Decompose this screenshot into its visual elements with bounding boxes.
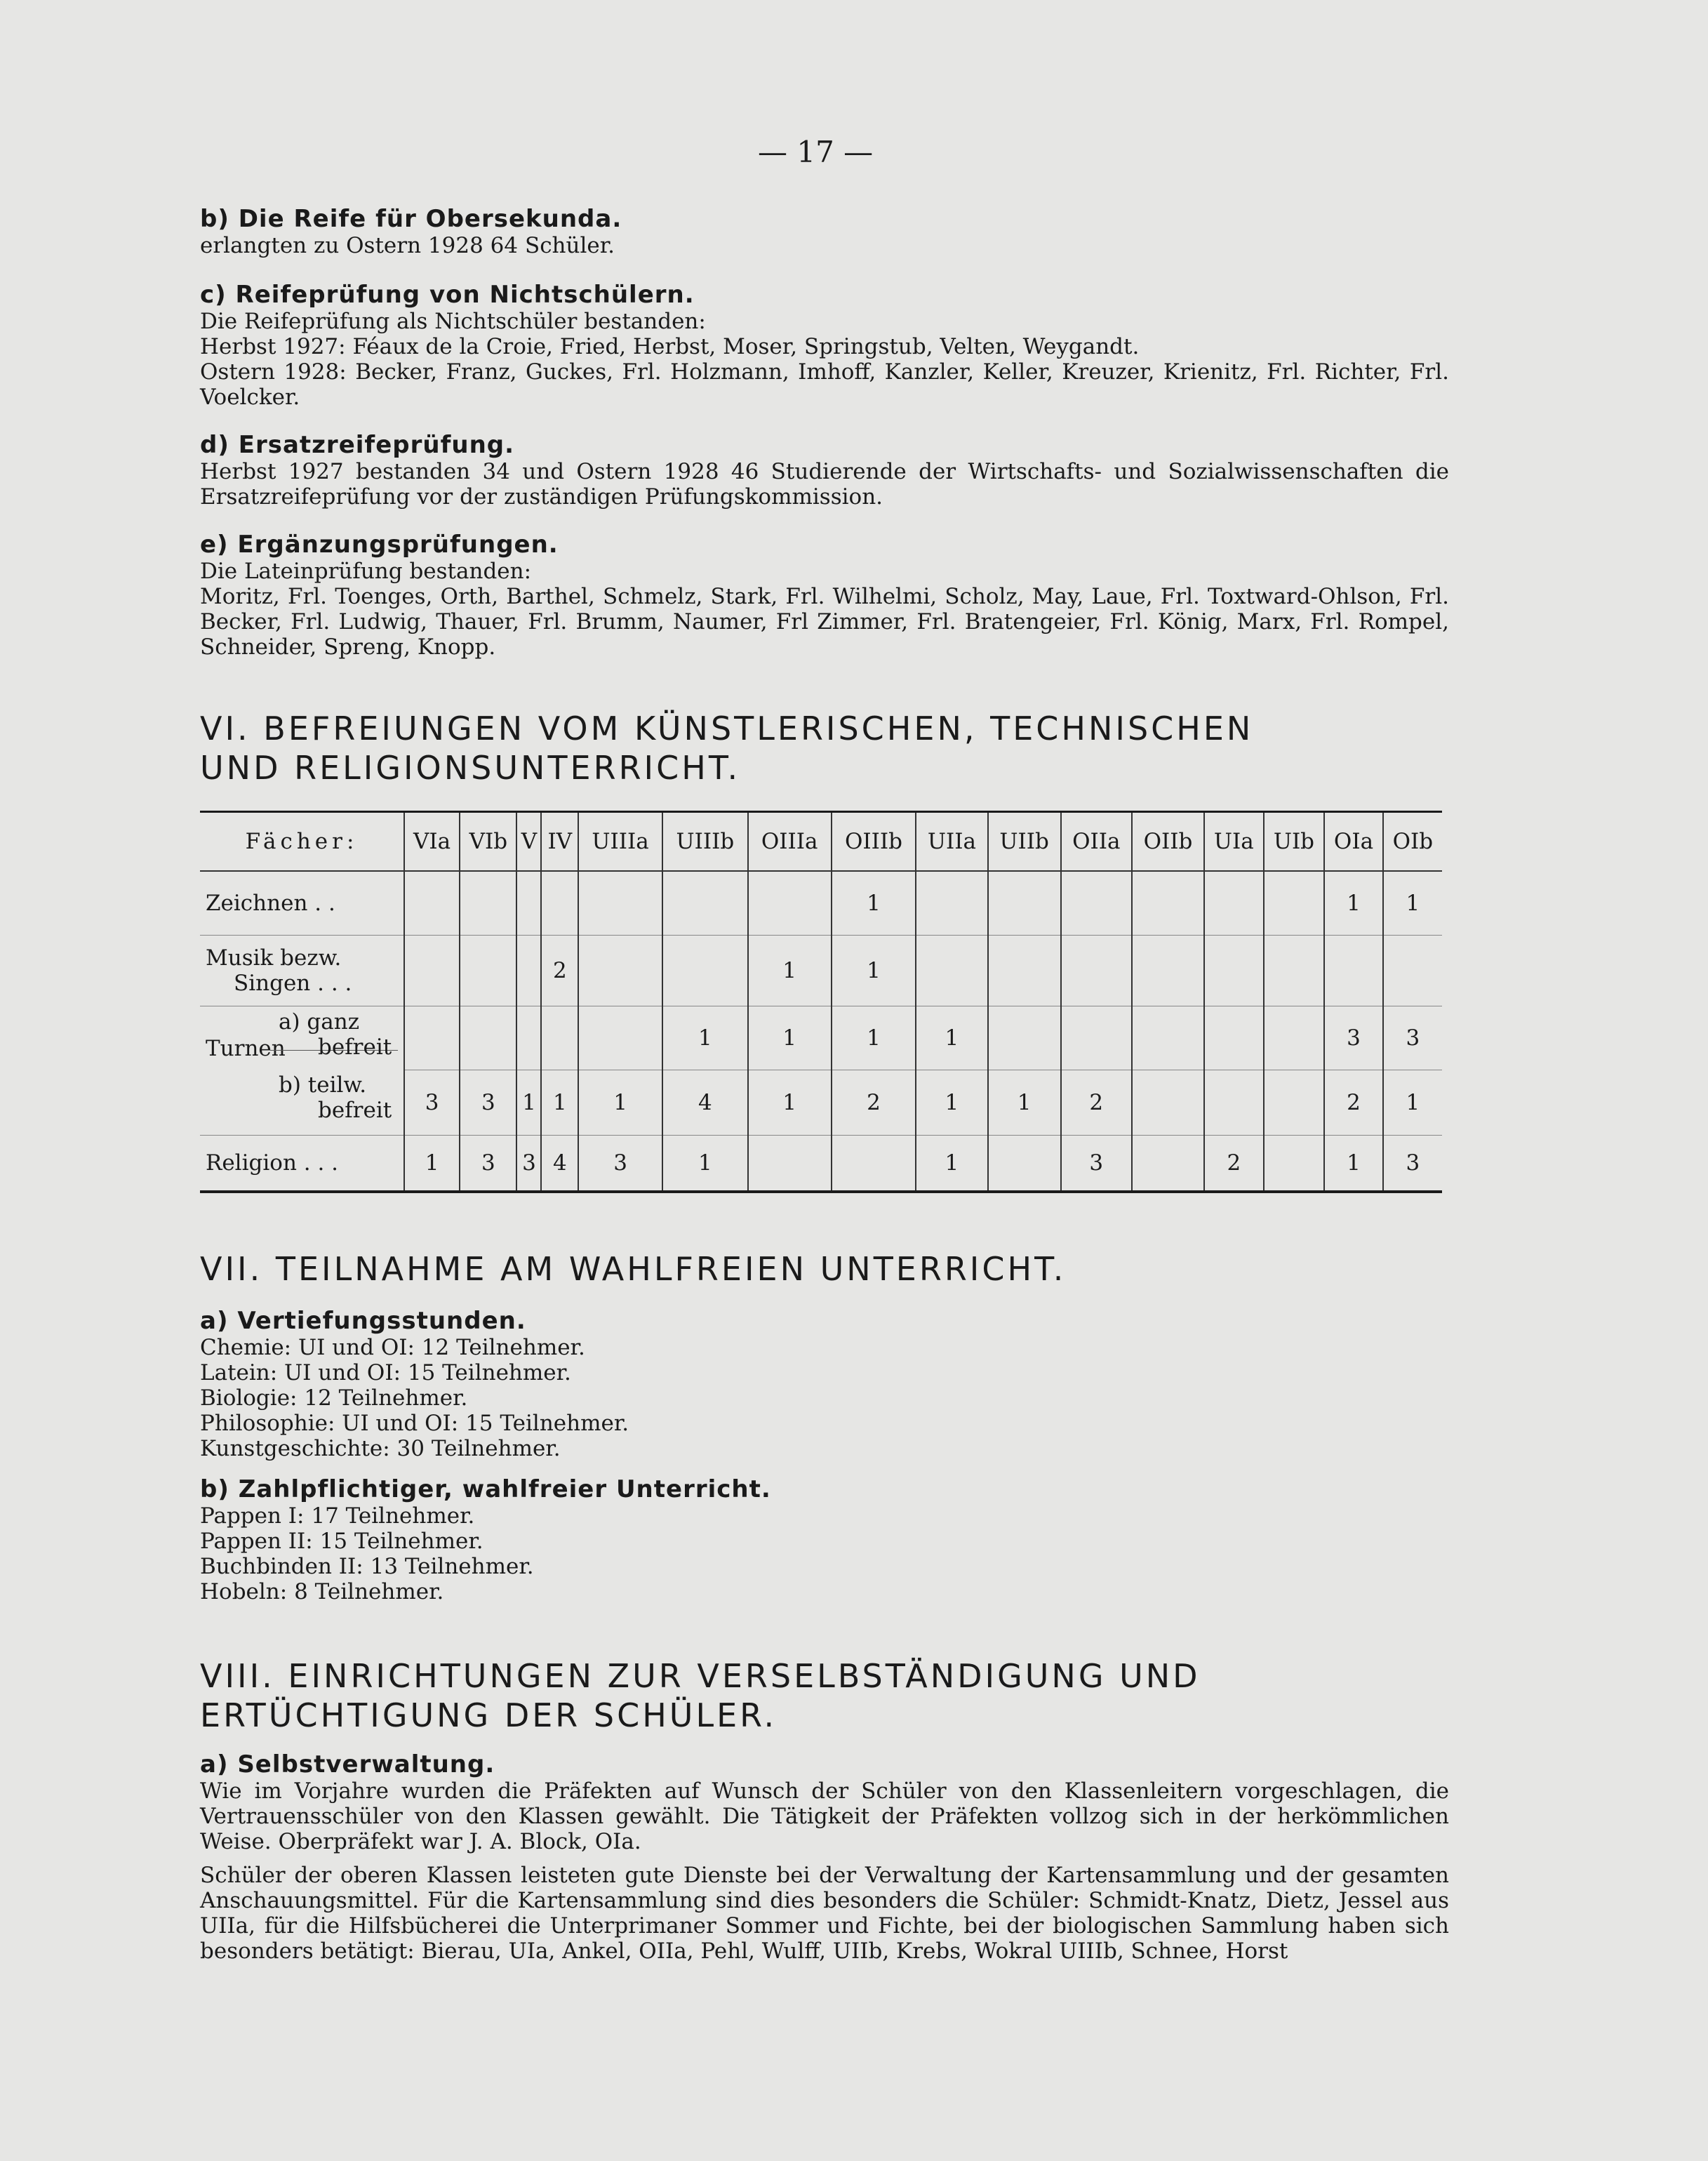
table-cell: [988, 871, 1061, 936]
section-8a-paragraph: Schüler der oberen Klassen leisteten gute Dienste bei der Verwaltung der Kartensammlung und der gesamten Anschauungsmittel. Für die Kartensammlung sind dies besonders die Schüler: Schmidt-Knatz, Dietz, Jessel aus UIIa, für die Hilfsbücherei die Unterprimaner Sommer und Fichte, bei der biologischen Sammlung haben sich besonders betätigt: Bierau, UIa, Ankel, OIIa, Pehl, Wulff, UIIb, Krebs, Wokral UIIIb, Schnee, Horst: [200, 1863, 1449, 1964]
section-7b-line: Pappen I: 17 Teilnehmer.: [200, 1503, 475, 1529]
column-header: UIb: [1264, 812, 1325, 872]
section-7a-line: Kunstgeschichte: 30 Teilnehmer.: [200, 1436, 561, 1461]
section-b: [200, 205, 1449, 258]
table-cell: [1061, 936, 1132, 1006]
section-c-title: c) Reifeprüfung von Nichtschülern.: [200, 281, 695, 309]
section-b-title: b) Die Reife für Obersekunda.: [200, 205, 622, 233]
section-8a-title: a) Selbstverwaltung.: [200, 1750, 495, 1778]
table-cell: 4: [662, 1070, 748, 1136]
table-cell: 2: [541, 936, 578, 1006]
table-cell: [1204, 1006, 1264, 1070]
section-7b-title: b) Zahlpflichtiger, wahlfreier Unterricht.: [200, 1475, 771, 1503]
table-cell: 1: [832, 1006, 916, 1070]
table-cell: 3: [1324, 1006, 1383, 1070]
table-cell: 1: [916, 1070, 987, 1136]
table-cell: [662, 936, 748, 1006]
table-cell: 1: [832, 871, 916, 936]
table-cell: [1132, 936, 1204, 1006]
table-cell: [460, 871, 516, 936]
section-7a-line: Chemie: UI und OI: 12 Teilnehmer.: [200, 1335, 585, 1360]
table-cell: 3: [1061, 1136, 1132, 1192]
table-cell: [748, 871, 832, 936]
row-label: b) teilw.: [279, 1072, 367, 1098]
row-label-2: befreit: [318, 1098, 392, 1123]
table-row: [200, 871, 1442, 936]
page-number: — 17 —: [758, 135, 874, 169]
table-cell: [516, 936, 541, 1006]
table-cell: 3: [460, 1070, 516, 1136]
table-cell: [404, 936, 460, 1006]
table-cell: [1264, 1006, 1325, 1070]
table-cell: [988, 936, 1061, 1006]
table-cell: [460, 1006, 516, 1070]
table-cell: 1: [748, 1006, 832, 1070]
table-cell: 1: [578, 1070, 662, 1136]
section-7b-line: Buchbinden II: 13 Teilnehmer.: [200, 1554, 534, 1579]
table-cell: [988, 1006, 1061, 1070]
table-cell: [460, 936, 516, 1006]
table-cell: [916, 936, 987, 1006]
row-label-2: befreit: [318, 1035, 392, 1060]
column-header: VIa: [404, 812, 460, 872]
column-header: OIa: [1324, 812, 1383, 872]
table-cell: 2: [832, 1070, 916, 1136]
row-label: Zeichnen . .: [200, 871, 404, 936]
table-cell: 1: [516, 1070, 541, 1136]
table-cell: 1: [916, 1136, 987, 1192]
row-label-multiline: [200, 936, 404, 1006]
table-cell: 2: [1061, 1070, 1132, 1136]
section-c: [200, 281, 1449, 410]
section-8a-paragraph: Wie im Vorjahre wurden die Präfekten auf Wunsch der Schüler von den Klassenleitern vorgeschlagen, die Vertrauensschüler von den Klassen gewählt. Die Tätigkeit der Präfekten vollzog sich in der herkömmlichen Weise. Oberpräfekt war J. A. Block, OIa.: [200, 1778, 1449, 1854]
section-d-title: d) Ersatzreifeprüfung.: [200, 431, 515, 459]
column-header: UIIa: [916, 812, 987, 872]
section-7a-line: Latein: UI und OI: 15 Teilnehmer.: [200, 1360, 571, 1385]
table-cell: [988, 1136, 1061, 1192]
table-cell: 1: [832, 936, 916, 1006]
row-label: Religion . . .: [200, 1136, 404, 1192]
column-header: OIb: [1383, 812, 1442, 872]
section-7a-line: Biologie: 12 Teilnehmer.: [200, 1385, 468, 1411]
table-cell: [1324, 936, 1383, 1006]
table-cell: [404, 871, 460, 936]
section-c-line: Die Reifeprüfung als Nichtschüler bestanden:: [200, 309, 706, 334]
column-header: OIIb: [1132, 812, 1204, 872]
section-d-text: Herbst 1927 bestanden 34 und Ostern 1928 46 Studierende der Wirtschafts- und Sozialwissenschaften die Ersatzreifeprüfung vor der zuständigen Prüfungskommission.: [200, 459, 1449, 510]
column-header: V: [516, 812, 541, 872]
table-row: [200, 1006, 1442, 1070]
section-6-heading: [200, 709, 1449, 787]
table-cell: [1061, 871, 1132, 936]
table-header-row: [200, 812, 1442, 872]
section-8-title-line1: VIII. EINRICHTUNGEN ZUR VERSELBSTÄNDIGUNG UND: [200, 1657, 1201, 1695]
table-cell: [404, 1006, 460, 1070]
table-cell: 3: [516, 1136, 541, 1192]
section-c-line: Ostern 1928: Becker, Franz, Guckes, Frl. Holzmann, Imhoff, Kanzler, Keller, Kreuzer, Krienitz, Frl. Richter, Frl. Voelcker.: [200, 359, 1449, 410]
section-7a-line: Philosophie: UI und OI: 15 Teilnehmer.: [200, 1411, 629, 1436]
table-cell: [1264, 1070, 1325, 1136]
column-header: OIIa: [1061, 812, 1132, 872]
table-cell: 1: [1324, 1136, 1383, 1192]
table-cell: 3: [1383, 1136, 1442, 1192]
table-cell: 1: [404, 1136, 460, 1192]
table-cell: 3: [578, 1136, 662, 1192]
section-e-line: Die Lateinprüfung bestanden:: [200, 559, 532, 584]
table-cell: 1: [1383, 1070, 1442, 1136]
table-row: [200, 1136, 1442, 1192]
section-b-text: erlangten zu Ostern 1928 64 Schüler.: [200, 233, 615, 258]
column-header: UIIIb: [662, 812, 748, 872]
section-6-title-line1: VI. BEFREIUNGEN VOM KÜNSTLERISCHEN, TECHNISCHEN: [200, 710, 1254, 747]
table-cell: [916, 871, 987, 936]
turnen-label: Turnen: [206, 1036, 286, 1061]
section-e: [200, 531, 1449, 660]
section-6-title-line2: UND RELIGIONSUNTERRICHT.: [200, 749, 741, 787]
column-header: UIIb: [988, 812, 1061, 872]
section-7-title: VII. TEILNAHME AM WAHLFREIEN UNTERRICHT.: [200, 1250, 1067, 1288]
table-cell: [541, 1006, 578, 1070]
column-header: OIIIa: [748, 812, 832, 872]
table-cell: [578, 1006, 662, 1070]
table-cell: [1264, 871, 1325, 936]
table-cell: 1: [541, 1070, 578, 1136]
section-8-title-line2: ERTÜCHTIGUNG DER SCHÜLER.: [200, 1696, 778, 1734]
table-cell: [578, 936, 662, 1006]
section-7a-title: a) Vertiefungsstunden.: [200, 1307, 526, 1335]
table-cell: [516, 1006, 541, 1070]
table-cell: [1264, 936, 1325, 1006]
section-7b-line: Pappen II: 15 Teilnehmer.: [200, 1529, 483, 1554]
column-header: UIa: [1204, 812, 1264, 872]
table-cell: [1132, 1070, 1204, 1136]
table-cell: [1383, 936, 1442, 1006]
section-c-line: Herbst 1927: Féaux de la Croie, Fried, Herbst, Moser, Springstub, Velten, Weygandt.: [200, 334, 1140, 359]
column-header: VIb: [460, 812, 516, 872]
table-cell: 1: [1324, 871, 1383, 936]
table-cell: 1: [748, 1070, 832, 1136]
section-d: [200, 431, 1449, 510]
table-cell: [1204, 871, 1264, 936]
table-cell: 1: [988, 1070, 1061, 1136]
table-cell: 1: [662, 1006, 748, 1070]
table-cell: [541, 871, 578, 936]
table-cell: [748, 1136, 832, 1192]
table-corner-label: Fächer:: [200, 812, 404, 872]
table-cell: [1132, 1136, 1204, 1192]
table-cell: 1: [916, 1006, 987, 1070]
table-cell: [1132, 871, 1204, 936]
table-cell: [832, 1136, 916, 1192]
table-cell: 2: [1324, 1070, 1383, 1136]
table-cell: 3: [460, 1136, 516, 1192]
table-cell: [662, 871, 748, 936]
column-header: IV: [541, 812, 578, 872]
table-cell: 3: [1383, 1006, 1442, 1070]
turnen-label-cell: [200, 1006, 404, 1136]
exemption-table: [200, 811, 1442, 1193]
row-label: a) ganz: [279, 1009, 360, 1035]
table-cell: 1: [1383, 871, 1442, 936]
column-header: OIIIb: [832, 812, 916, 872]
row-label: Musik bezw.: [206, 945, 342, 971]
table-cell: 3: [404, 1070, 460, 1136]
table-cell: [1204, 1070, 1264, 1136]
section-8: [200, 1656, 1449, 1964]
column-header: UIIIa: [578, 812, 662, 872]
table-cell: [516, 871, 541, 936]
table-row: [200, 936, 1442, 1006]
table-cell: [1061, 1006, 1132, 1070]
table-cell: 1: [748, 936, 832, 1006]
table-cell: [1132, 1006, 1204, 1070]
table-cell: [1204, 936, 1264, 1006]
row-label-2: Singen . . .: [234, 971, 352, 996]
section-e-title: e) Ergänzungsprüfungen.: [200, 531, 559, 559]
section-7: [200, 1249, 1449, 1604]
table-cell: [1264, 1136, 1325, 1192]
section-7b-line: Hobeln: 8 Teilnehmer.: [200, 1579, 444, 1604]
table-cell: 4: [541, 1136, 578, 1192]
section-e-line: Moritz, Frl. Toenges, Orth, Barthel, Schmelz, Stark, Frl. Wilhelmi, Scholz, May, Laue, Frl. Toxtward-Ohlson, Frl. Becker, Frl. Ludwig, Thauer, Frl. Brumm, Naumer, Frl Zimmer, Frl. Bratengeier, Frl. König, Marx, Frl. Rompel, Schneider, Spreng, Knopp.: [200, 584, 1449, 660]
table-cell: 1: [662, 1136, 748, 1192]
table-cell: 2: [1204, 1136, 1264, 1192]
table-cell: [578, 871, 662, 936]
